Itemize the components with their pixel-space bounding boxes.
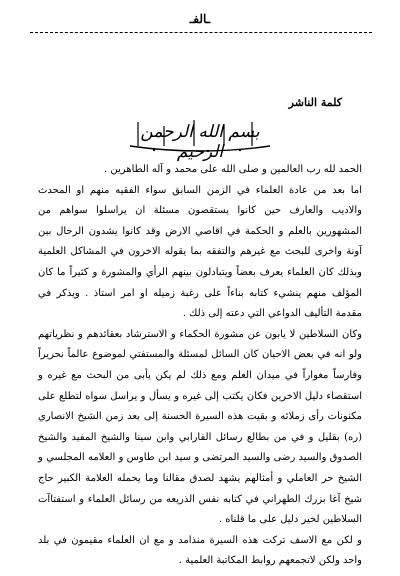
- running-header: ـالفـ: [189, 12, 211, 26]
- paragraph-greeting: الحمد لله رب العالمين و صلى الله على محمد و آله الطاهرين .: [104, 164, 362, 175]
- body-text: [38, 160, 362, 572]
- header-divider: [30, 32, 372, 33]
- paragraph-scholars-correspondence: اما بعد من عادة العلماء في الزمن السابق سواء الفقيه منهم او المحدث والاديب والعارف حين كانوا يستقصون مسئلة ان يراسلوا سواهم من المشهورين بالعلم و الحكمة في اقاصي الارض وقد كانوا يشدون الرحال بين آونة واخرى للبحث مع غيرهم والتفقه بما يقوله الاخرون في المشاكل العلمية وبذلك كان العلماء يعرف بعضاً ويتبادلون بينهم الرأي والمشورة و كثيراً ما كان المؤلف منهم ينشيء كتابه بناءاً على رغبة زميله او امر استاذ . ويذكر في مقدمة التأليف الدواعي التي دعته إلى ذلك .: [38, 184, 362, 320]
- basmala: بسم الله الرحمن الرحيم: [140, 122, 260, 162]
- paragraph-rulers-consultation: وكان السلاطين لا يابون عن مشورة الحكماء و الاسترشاد بعقائدهم و نظرياتهم ولو انه في بعض الاحيان كان السائل لمسئلة والمستفتي لموضوع عالماً نحريراً وفارساً مغواراً في ميدان العلم ومع ذلك لم يكن يأبى من البحث مع غيره و استقصاء دليل الاخرين فكان يكتب إلى غيره و يسأل و يراسل سواه لتطلع على مكنونات رأى زملائه و بقيت هذه السيرة الحسنة إلى بعد زمن الشيخ الانصاري (ره) بقليل و في من بطالع رسائل الفارابي وابن سينا والشيخ المفيد والشيخ الصدوق والسيد رضى والسيد المرتضى و سيد ابن طاوس و العلامه المجلسي و الشيخ حر العاملي و أمثالهم يشهد لصدق مقالنا وما يحمله العلامة الكبير حاج شيخ آغا بزرك الطهراني في كتابه نفس الذريعه من رسائل العلماء و استفتاآت السلاطين لخير دليل على ما قلناه .: [38, 328, 362, 526]
- paragraph-closing: و لكن مع الاسف تركت هذه السيرة منذامد و مع ان العلماء مقيمون في بلد واحد ولكن لاتجمعهم روابط المكاتبة العلمية .: [38, 534, 362, 567]
- section-title: كلمة الناشر: [288, 96, 342, 109]
